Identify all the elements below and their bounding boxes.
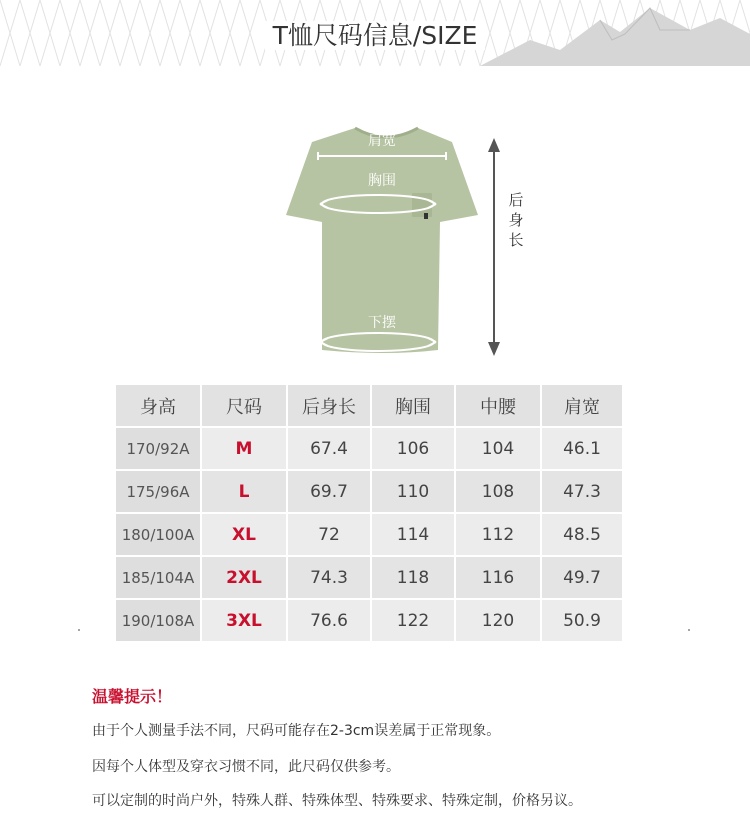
cell-waist: 116 [456, 557, 542, 600]
cell-shoulder: 49.7 [542, 557, 624, 600]
cell-shoulder: 48.5 [542, 514, 624, 557]
cell-waist: 108 [456, 471, 542, 514]
cell-shoulder: 46.1 [542, 428, 624, 471]
cell-chest: 110 [372, 471, 456, 514]
note-line: 由于个人测量手法不同，尺码可能存在2-3cm误差属于正常现象。 [92, 723, 501, 739]
cell-size: 2XL [202, 557, 288, 600]
header-shoulder: 肩宽 [542, 385, 624, 428]
page-title: T恤尺码信息/SIZE [0, 16, 750, 52]
hem-label: 下摆 [368, 315, 396, 331]
length-label: 后身长 [508, 191, 524, 249]
decorative-dot [78, 629, 80, 631]
cell-chest: 118 [372, 557, 456, 600]
shoulder-label: 肩宽 [368, 133, 396, 149]
table-row [116, 514, 624, 557]
cell-length: 74.3 [288, 557, 372, 600]
length-arrow [488, 138, 500, 356]
cell-size: XL [202, 514, 288, 557]
header-length: 后身长 [288, 385, 372, 428]
cell-chest: 122 [372, 600, 456, 643]
cell-waist: 120 [456, 600, 542, 643]
cell-waist: 112 [456, 514, 542, 557]
note-line: 因每个人体型及穿衣习惯不同，此尺码仅供参考。 [92, 759, 400, 775]
note-line: 可以定制的时尚户外，特殊人群、特殊体型、特殊要求、特殊定制，价格另议。 [92, 793, 582, 809]
cell-height: 170/92A [116, 428, 202, 471]
header-size: 尺码 [202, 385, 288, 428]
chest-label: 胸围 [368, 173, 396, 189]
cell-length: 69.7 [288, 471, 372, 514]
size-table [116, 385, 624, 631]
cell-chest: 114 [372, 514, 456, 557]
header-height: 身高 [116, 385, 202, 428]
cell-size: 3XL [202, 600, 288, 643]
table-row [116, 557, 624, 600]
decorative-dot [688, 629, 690, 631]
cell-height: 175/96A [116, 471, 202, 514]
cell-waist: 104 [456, 428, 542, 471]
cell-shoulder: 47.3 [542, 471, 624, 514]
table-row [116, 428, 624, 471]
cell-height: 190/108A [116, 600, 202, 643]
tip-title: 温馨提示！ [92, 687, 173, 706]
cell-shoulder: 50.9 [542, 600, 624, 643]
table-row [116, 471, 624, 514]
cell-height: 185/104A [116, 557, 202, 600]
cell-length: 67.4 [288, 428, 372, 471]
cell-length: 76.6 [288, 600, 372, 643]
cell-size: M [202, 428, 288, 471]
header-chest: 胸围 [372, 385, 456, 428]
cell-chest: 106 [372, 428, 456, 471]
table-header-row [116, 385, 624, 428]
cell-size: L [202, 471, 288, 514]
cell-length: 72 [288, 514, 372, 557]
cell-height: 180/100A [116, 514, 202, 557]
table-row [116, 600, 624, 643]
header-waist: 中腰 [456, 385, 542, 428]
